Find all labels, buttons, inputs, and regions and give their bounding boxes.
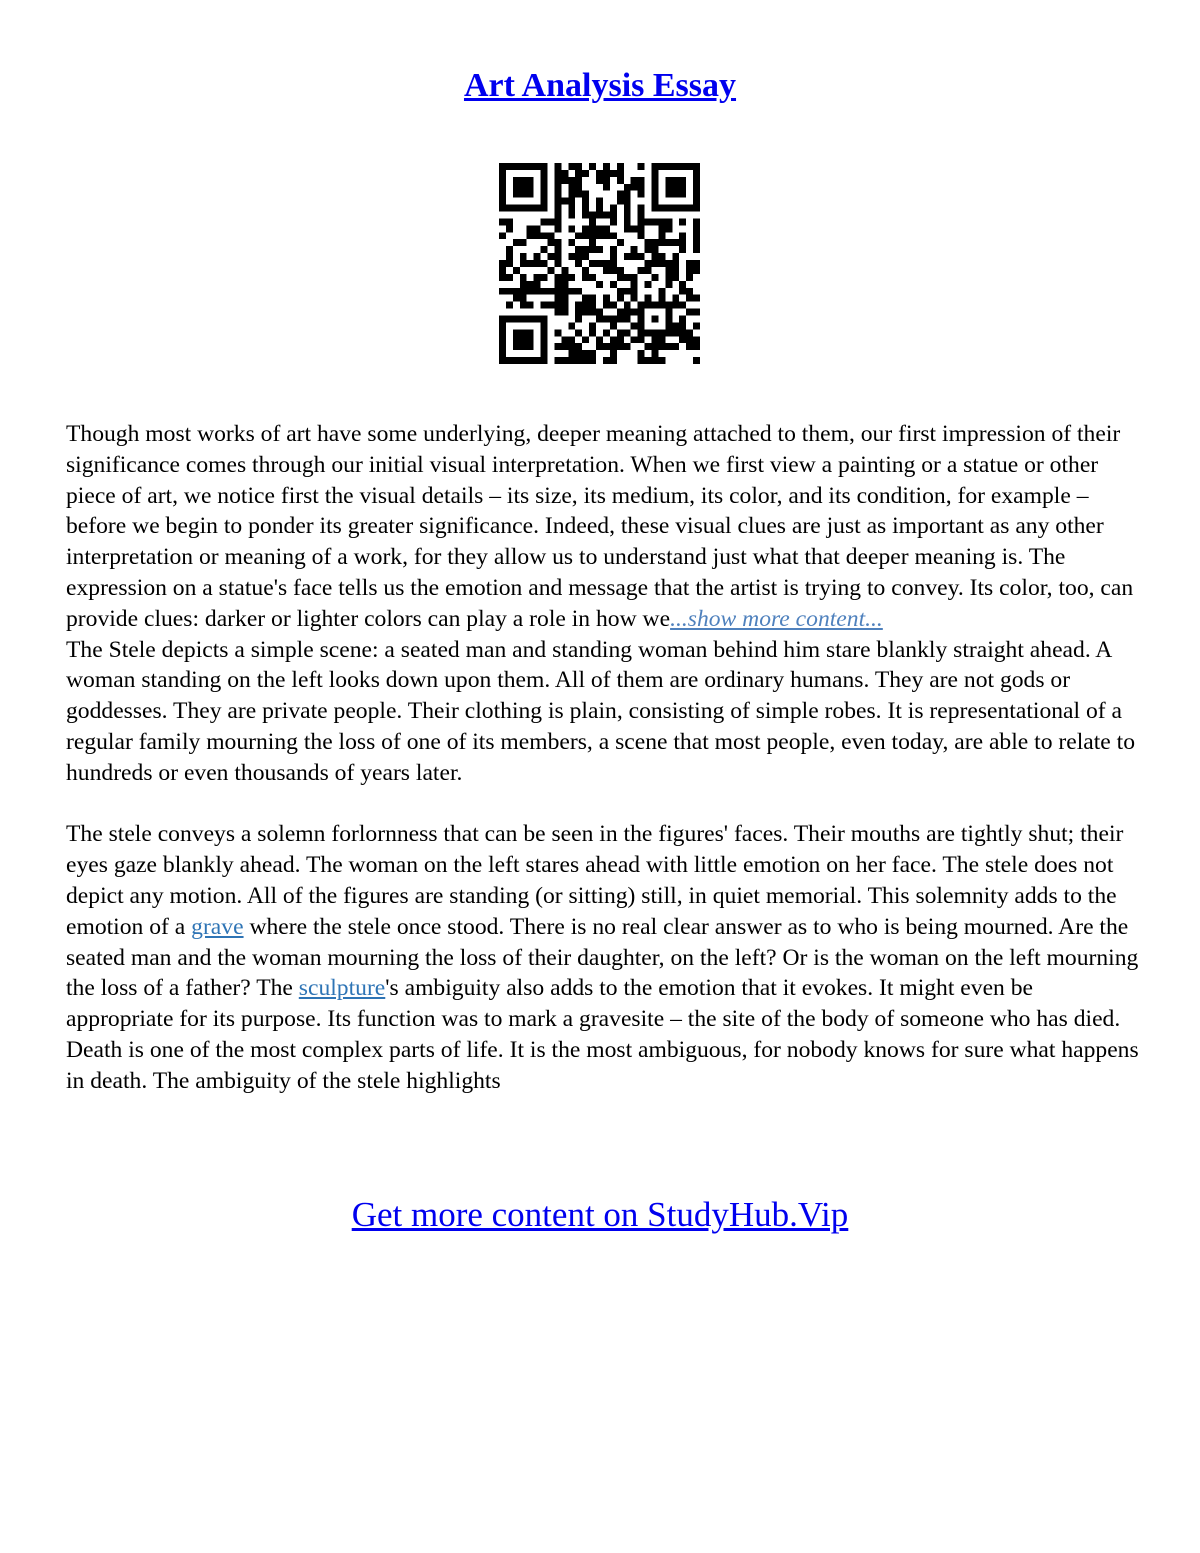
essay-paragraph-2: The Stele depicts a simple scene: a seated man and standing woman behind him stare blankly straight ahead. A woman standing on the left looks down upon them. All of them are ordinary humans. They are not gods or goddesses. They are private people. Their clothing is plain, consisting of simple robes. It is representational of a regular family mourning the loss of one of its members, a scene that most people, even today, are able to relate to hundreds or even thousands of years later.	[66, 636, 1136, 786]
grave-link[interactable]: grave	[191, 913, 244, 940]
paragraph-1-text: Though most works of art have some underlying, deeper meaning attached to them, our first impression of their significance comes through our initial visual interpretation. When we first view a painting or a statue or other piece of art, we notice first the visual details – its size, its medium, its color, and its condition, for example – before we begin to ponder its greater significance. Indeed, these visual clues are just as important as any other interpretation or meaning of a work, for they allow us to understand just what that deeper meaning is. The expression on a statue's face tells us the emotion and message that the artist is trying to convey. Its color, too, can provide clues: darker or lighter colors can play a role in how we	[66, 421, 1134, 632]
paragraph-3-text-c: 's ambiguity also adds to the emotion that it evokes. It might even be appropriate for its purpose. Its function was to mark a gravesite – the site of the body of someone who has died. Death is one of the most complex parts of life. It is the most ambiguous, for nobody knows for sure what happens in death. The ambiguity of the stele highlights	[66, 975, 1139, 1094]
title-link[interactable]: Art Analysis Essay	[463, 67, 737, 104]
essay-paragraph-1	[66, 419, 1141, 635]
sculpture-link[interactable]: sculpture	[298, 975, 386, 1002]
studyhub-link[interactable]: Get more content on StudyHub.Vip	[351, 1195, 849, 1234]
paragraph-3-text-a: The stele conveys a solemn forlornness that can be seen in the figures' faces. Their mouths are tightly shut; their eyes gaze blankly ahead. The woman on the left stares ahead with little emotion on her face. The stele does not depict any motion. All of the figures are standing (or sitting) still, in quiet memorial. This solemnity adds to the emotion of a	[66, 821, 1124, 940]
footer	[0, 1194, 1200, 1236]
paragraph-spacer	[66, 789, 1141, 820]
show-more-link[interactable]: ...show more content...	[670, 605, 883, 632]
essay-paragraph-3	[66, 819, 1141, 1096]
qr-code-icon	[499, 163, 700, 364]
essay-body	[66, 419, 1141, 1097]
page-title	[0, 66, 1200, 106]
paragraph-3-text-b: where the stele once stood. There is no real clear answer as to who is being mourned. Are the seated man and the woman mourning the loss of their daughter, on the left? Or is the woman on the left mourning the loss of a father? The	[66, 913, 1139, 1002]
